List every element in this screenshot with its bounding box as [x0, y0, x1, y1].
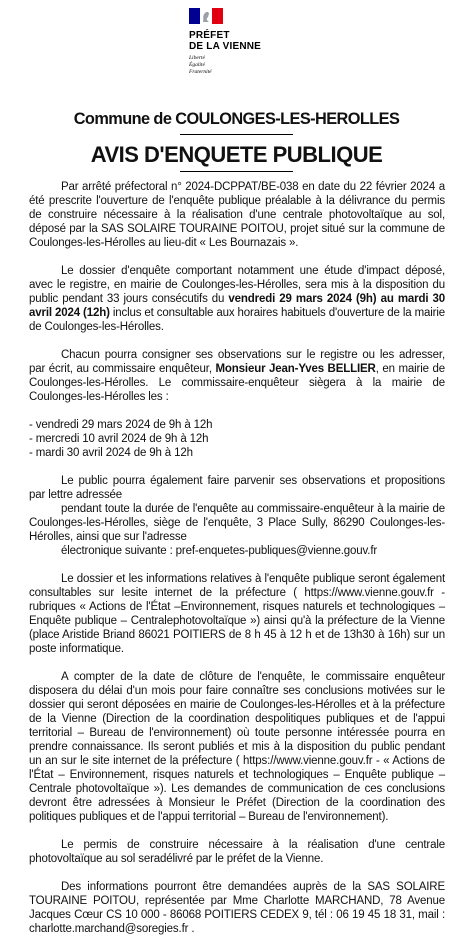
dossier-text-a: Le dossier d'enquête comportant notamment une étude d'impact déposé, avec le registre, en mairie de Coulonges-les-Hérolles, sera mis à la disposition du public pendant 33 jours consécutifs du [29, 265, 445, 305]
commune-title: Commune de COULONGES-LES-HEROLLES [73, 109, 400, 128]
paragraph-arrete: Par arrêté préfectoral n° 2024-DCPPAT/BE-038 en date du 22 février 2024 a été prescrite l'ouverture de l'enquête publique préalable à la délivrance du permis de construire nécessaire à la réalisation d'une centrale photovoltaïque au sol, déposé par la SAS SOLAIRE TOURAINE POITOU, projet situé sur la commune de Coulonges-les-Hérolles au lieu-dit « Les Bournazais ». [29, 181, 445, 249]
paragraph-courrier-2: pendant toute la durée de l'enquête au commissaire-enquêteur à la mairie de Coulonges-les-Hérolles, siège de l'enquête, 3 Place Sully, 86290 Coulonges-les-Hérolles, ainsi que sur l'adresse [29, 503, 445, 543]
motto-fraternite: Fraternité [189, 69, 212, 75]
paragraph-permis: Le permis de construire nécessaire à la réalisation d'une centrale photovoltaïque au sol seradélivré par le préfet de la Vienne. [29, 839, 445, 865]
dossier-text-b: inclus et consultable aux horaires habituels d'ouverture de la mairie de Coulonges-les-Hérolles. [29, 307, 445, 333]
paragraph-observations [29, 348, 445, 404]
notice-title: AVIS D'ENQUETE PUBLIQUE [90, 142, 383, 167]
observations-text-a: Chacun pourra consigner ses observations sur le registre ou les adresser, par écrit, au commissaire enquêteur, [29, 349, 445, 375]
session-item: - mercredi 10 avril 2024 de 9h à 12h [29, 433, 209, 445]
title-divider-bottom [180, 171, 293, 172]
motto-egalite: Égalité [189, 62, 205, 68]
paragraph-contact: Des informations pourront être demandées auprès de la SAS SOLAIRE TOURAINE POITOU, représentée par Mme Charlotte MARCHAND, 78 Avenue Jacques Cœur CS 10 000 - 86068 POITIERS CEDEX 9, tél : 06 19 45 18 31, mail : charlotte.marchand@soregies.fr . [29, 881, 445, 935]
session-item: - vendredi 29 mars 2024 de 9h à 12h [29, 419, 213, 431]
paragraph-conclusions: A compter de la date de clôture de l'enquête, le commissaire enquêteur disposera du délai d'un mois pour faire connaître ses conclusions motivées sur le dossier qui seront déposées en mairie de Coulonges-les-Hérolles et à la préfecture de la Vienne (Direction de la coordination despolitiques publiques et de l'appui territorial – Bureau de l'environnement) où toute personne intéressée pourra en prendre connaissance. Ils seront publiés et mis à la disposition du public pendant un an sur le site internet de la préfecture ( https://www.vienne.gouv.fr - « Actions de l'État – Environnement, risques naturels et technologiques – Enquête publique – Centrale photovoltaïque »). Les demandes de communication de ces conclusions devront être adressées à Monsieur le Préfet (Direction de la coordination des politiques publiques et de l'appui territorial – Bureau de l'environnement). [29, 671, 445, 823]
logo-vienne-text: DE LA VIENNE [189, 41, 262, 52]
marianne-flag-icon [189, 8, 223, 24]
notice-body [29, 180, 445, 950]
title-divider-top [180, 134, 293, 135]
prefet-logo [189, 8, 289, 80]
paragraph-dossier [29, 264, 445, 334]
sessions-list [29, 418, 445, 460]
motto-liberte: Liberté [189, 55, 205, 61]
observations-text-b: , en mairie de Coulonges-les-Hérolles. Le commissaire-enquêteur siègera à la mairie de Coulonges-les-Hérolles les : [29, 363, 445, 403]
commissioner-name: Monsieur Jean-Yves BELLIER [215, 363, 376, 375]
paragraph-consultation: Le dossier et les informations relatives à l'enquête publique seront également consultables sur lesite internet de la préfecture ( https://www.vienne.gouv.fr - rubriques « Actions de l'État –Environnement, risques naturels et technologiques – Enquête publique – Centralephotovoltaïque ») ainsi qu'à la préfecture de la Vienne (place Aristide Briand 86021 POITIERS de 8 h 45 à 12 h et de 13h30 à 16h) sur un poste informatique. [29, 573, 445, 655]
paragraph-courrier-email: électronique suivante : pref-enquetes-publiques@vienne.gouv.fr [61, 545, 378, 557]
dossier-dates: vendredi 29 mars 2024 (9h) au mardi 30 avril 2024 (12h) [29, 293, 445, 319]
session-item: - mardi 30 avril 2024 de 9h à 12h [29, 447, 193, 459]
logo-prefet-text: PRÉFET [189, 30, 230, 41]
paragraph-courrier-1: Le public pourra également faire parvenir ses observations et propositions par lettre adressée [29, 475, 445, 501]
